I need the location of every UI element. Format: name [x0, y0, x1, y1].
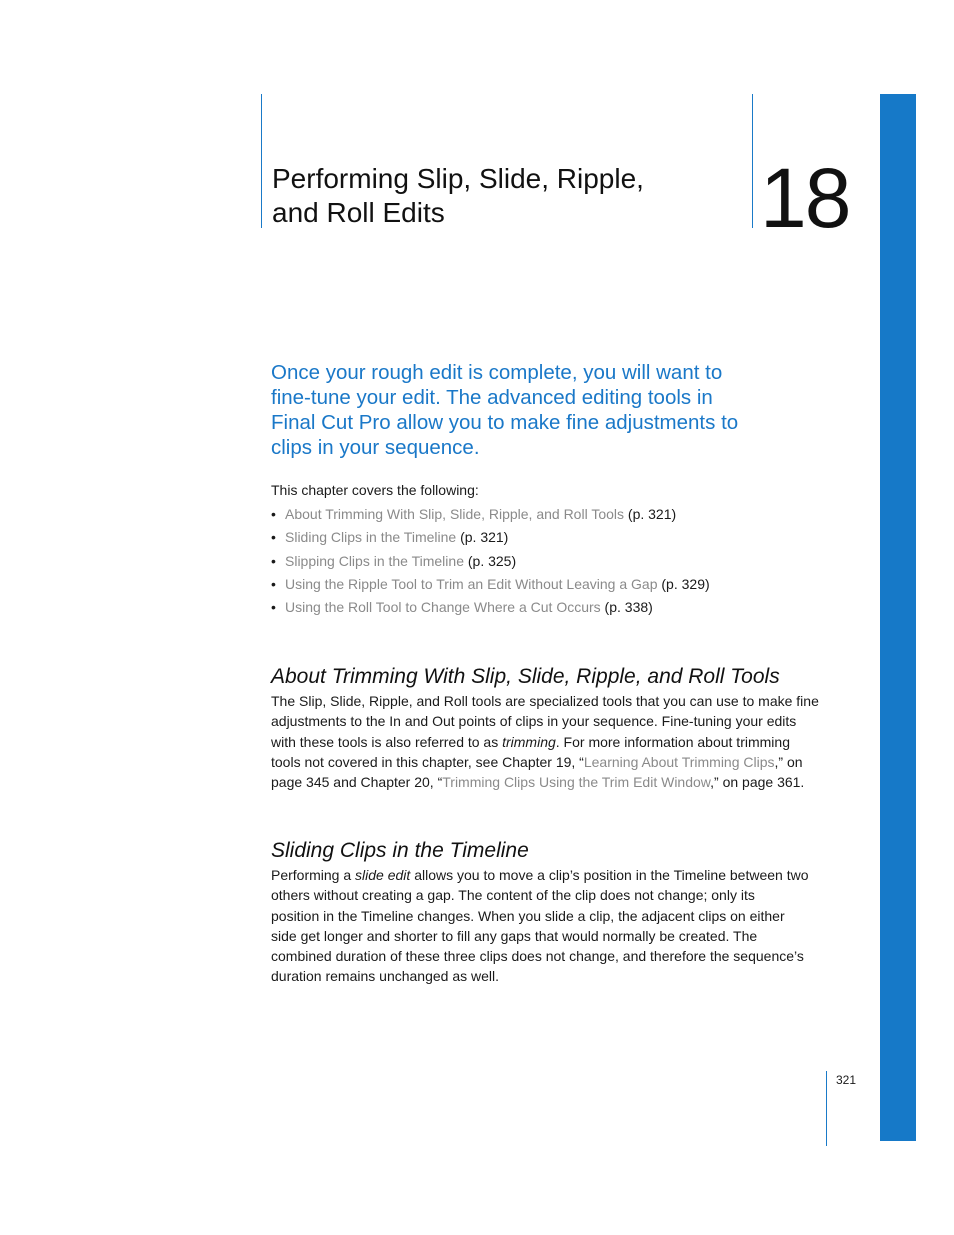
chapter-intro — [271, 360, 751, 460]
body-line: side get longer and shorter to fill any gaps that would normally be created. The — [271, 927, 758, 944]
chapter-rule-left — [261, 94, 262, 228]
toc-item — [271, 503, 831, 526]
toc-item — [271, 573, 831, 596]
toc-link[interactable]: Using the Roll Tool to Change Where a Cut Occurs — [285, 599, 601, 616]
body-line: position in the Timeline changes. When you slide a clip, the adjacent clips on either — [271, 907, 785, 924]
chapter-rule-right — [752, 94, 753, 228]
toc-bullet: • — [271, 506, 276, 522]
body-line: adjustments to the In and Out points of clips in your sequence. Fine-tuning your edits — [271, 713, 797, 730]
section-heading-about-trimming: About Trimming With Slip, Slide, Ripple, and Roll Tools — [271, 665, 780, 688]
toc-bullet: • — [271, 599, 276, 616]
body-line: duration remains unchanged as well. — [271, 968, 500, 985]
chapter-number: 18 — [760, 151, 850, 245]
toc-page: (p. 321) — [456, 529, 509, 546]
body-line: . For more information about trimming — [555, 733, 790, 750]
toc-link[interactable]: Slipping Clips in the Timeline — [285, 552, 464, 569]
section-body-about-trimming — [271, 691, 827, 792]
toc-link[interactable]: Using the Ripple Tool to Trim an Edit Without Leaving a Gap — [285, 575, 658, 592]
toc-bullet: • — [271, 575, 276, 592]
toc-item — [271, 596, 831, 619]
term-slide-edit: slide edit — [355, 867, 411, 883]
toc-bullet: • — [271, 552, 276, 569]
chapter-side-tab — [880, 94, 916, 1141]
body-line: others without creating a gap. The content of the clip does not change; only its — [271, 887, 755, 904]
chapter-title-line1: Performing Slip, Slide, Ripple, — [272, 163, 644, 194]
toc-link[interactable]: Sliding Clips in the Timeline — [285, 529, 457, 546]
toc-page: (p. 338) — [600, 599, 653, 616]
body-line: ,” on — [774, 753, 803, 770]
body-line: combined duration of these three clips does not change, and therefore the sequence’s — [271, 948, 804, 965]
link-learning-about-trimming[interactable]: Learning About Trimming Clips — [583, 753, 775, 770]
chapter-title-line2: and Roll Edits — [272, 197, 445, 228]
toc-page: (p. 325) — [463, 552, 517, 569]
toc-page: (p. 329) — [657, 575, 710, 592]
section-body-sliding-clips — [271, 865, 827, 987]
page-number: 321 — [836, 1073, 857, 1087]
intro-line3: Final Cut Pro allow you to make fine adjustments to — [271, 411, 739, 434]
body-line: allows you to move a clip’s position in the Timeline between two — [410, 867, 809, 883]
body-line: The Slip, Slide, Ripple, and Roll tools are specialized tools that you can use to make fine — [271, 693, 819, 709]
body-line: page 345 and Chapter 20, “ — [271, 774, 443, 791]
link-trim-edit-window[interactable]: Trimming Clips Using the Trim Edit Window — [442, 774, 711, 791]
term-trimming: trimming — [502, 733, 556, 750]
toc-page: (p. 321) — [624, 506, 677, 522]
intro-line4: clips in your sequence. — [271, 436, 480, 459]
toc-item — [271, 526, 831, 549]
toc-bullet: • — [271, 529, 276, 546]
body-line: Performing a — [271, 867, 356, 883]
chapter-title — [272, 162, 732, 230]
section-heading-sliding-clips: Sliding Clips in the Timeline — [271, 839, 529, 862]
chapter-toc — [271, 503, 831, 619]
covers-label: This chapter covers the following: — [271, 482, 479, 498]
footer-rule — [826, 1071, 827, 1146]
body-line: with these tools is also referred to as — [271, 733, 503, 750]
toc-item — [271, 550, 831, 573]
intro-line2: fine-tune your edit. The advanced editing tools in — [271, 386, 713, 409]
body-line: ,” on page 361. — [710, 774, 805, 791]
toc-link[interactable]: About Trimming With Slip, Slide, Ripple, and Roll Tools — [285, 506, 625, 522]
intro-line1: Once your rough edit is complete, you will want to — [271, 361, 723, 384]
body-line: tools not covered in this chapter, see Chapter 19, “ — [271, 753, 584, 770]
